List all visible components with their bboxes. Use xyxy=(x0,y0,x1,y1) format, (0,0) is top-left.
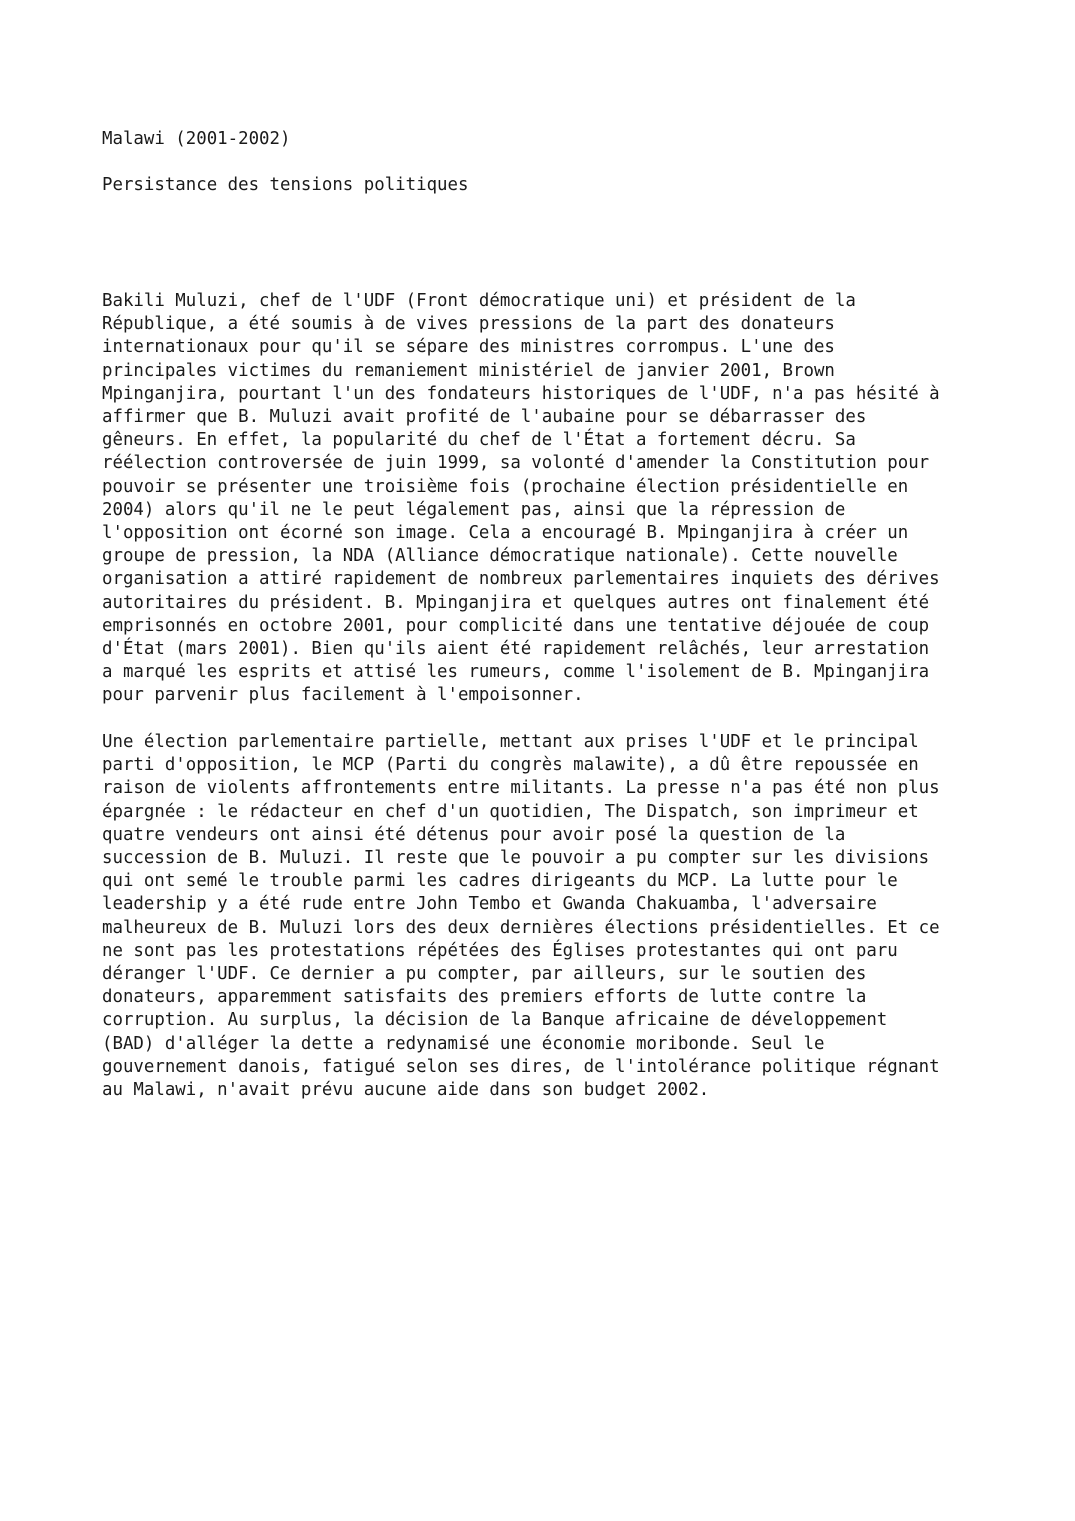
paragraph-2: Une élection parlementaire partielle, mettant aux prises l'UDF et le principal parti d'opposition, le MCP (Parti du congrès malawite), a dû être repoussée en raison de violents affrontements entre militants. La presse n'a pas été non plus épargnée : le rédacteur en chef d'un quotidien, The Dispatch, son imprimeur et quatre vendeurs ont ainsi été détenus pour avoir posé la question de la succession de B. Muluzi. Il reste que le pouvoir a pu compter sur les divisions qui ont semé le trouble parmi les cadres dirigeants du MCP. La lutte pour le leadership y a été rude entre John Tembo et Gwanda Chakuamba, l'adversaire malheureux de B. Muluzi lors des deux dernières élections présidentielles. Et ce ne sont pas les protestations répétées des Églises protestantes qui ont paru déranger l'UDF. Ce dernier a pu compter, par ailleurs, sur le soutien des donateurs, apparemment satisfaits des premiers efforts de lutte contre la corruption. Au surplus, la décision de la Banque africaine de développement (BAD) d'alléger la dette a redynamisé une économie moribonde. Seul le gouvernement danois, fatigué selon ses dires, de l'intolérance politique régnant au Malawi, n'avait prévu aucune aide dans son budget 2002. xyxy=(102,732,940,1101)
document-title: Malawi (2001-2002) xyxy=(102,129,291,149)
paragraph-1: Bakili Muluzi, chef de l'UDF (Front démocratique uni) et président de la République, a été soumis à de vives pressions de la part des donateurs internationaux pour qu'il se sépare des ministres corrompus. L'une des principales victimes du remaniement ministériel de janvier 2001, Brown Mpinganjira, pourtant l'un des fondateurs historiques de l'UDF, n'a pas hésité à affirmer que B. Muluzi avait profité de l'aubaine pour se débarrasser des gêneurs. En effet, la popularité du chef de l'État a fortement décru. Sa réélection controversée de juin 1999, sa volonté d'amender la Constitution pour pouvoir se présenter une troisième fois (prochaine élection présidentielle en 2004) alors qu'il ne le peut légalement pas, ainsi que la répression de l'opposition ont écorné son image. Cela a encouragé B. Mpinganjira à créer un groupe de pression, la NDA (Alliance démocratique nationale). Cette nouvelle organisation a attiré rapidement de nombreux parlementaires inquiets des dérives autoritaires du président. B. Mpinganjira et quelques autres ont finalement été emprisonnés en octobre 2001, pour complicité dans une tentative déjouée de coup d'État (mars 2001). Bien qu'ils aient été rapidement relâchés, leur arrestation a marqué les esprits et attisé les rumeurs, comme l'isolement de B. Mpinganjira pour parvenir plus facilement à l'empoisonner. xyxy=(102,291,940,706)
document-subtitle: Persistance des tensions politiques xyxy=(102,175,469,195)
